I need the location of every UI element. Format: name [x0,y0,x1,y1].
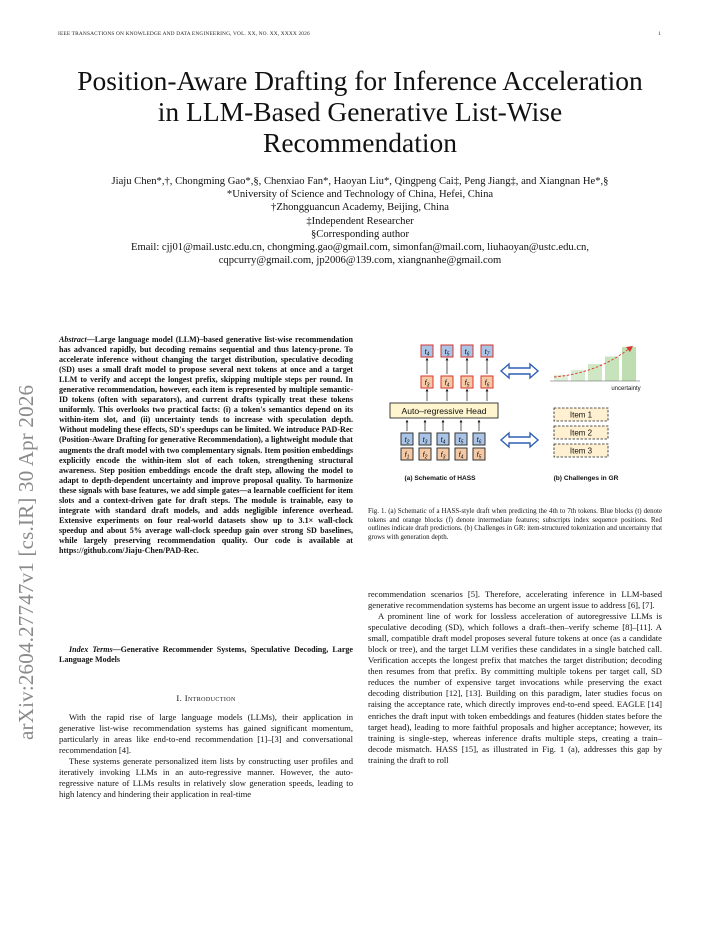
input-feature-f5 [473,448,485,461]
abstract-text: Large language model (LLM)–based generative list-wise recommendation has advanced rapidly, but decoding remains sequential and thus latency-prone. To accelerate inference without changing the target distribution, speculative decoding (SD) uses a small draft model to propose several next tokens at once and a target LLM to verify and accept the longest prefix, skipping multiple steps per round. In generative recommendation, however, each item is represented by multiple semantic-ID tokens (often with separators), and current drafts typically treat these tokens uniformly. This overlooks two practical facts: (i) a token's semantics depend on its within-item slot, and (ii) uncertainty tends to increase with speculation depth. Without modeling these effects, SD's speedups can be limited. We introduce PAD-Rec (Position-Aware Drafting for generative Recommendation), a lightweight module that augments the draft model with two complementary signals. Item position embeddings explicitly encode the within-item slot of each token, strengthening structural awareness. Step position embeddings encode the draft step, allowing the model to adapt to depth-dependent uncertainty and improve proposal quality. To harmonize these signals with base features, we add simple gates—a learnable coefficient for item slots and a context-driven gate for draft steps. The module is trainable, easy to integrate with standard draft models, and adds negligible inference overhead. Extensive experiments on four real-world datasets show up to 3.1× wall-clock speedup and about 5% average wall-clock speedup gain over strong SD baselines, while largely preserving recommendation quality. Our code is available at https://github.com/Jiaju-Chen/PAD-Rec. [59,335,353,555]
item-boxes [554,408,608,457]
section-heading [59,693,353,703]
svg-text:f3: $f_3$ [424,380,430,389]
intro-paragraph-1: With the rapid rise of large language models (LLMs), their application in generative list-wise recommendation systems has gained significant momentum, particularly in areas like end-to-end recommendation [1]–[3] and conversational recommendation [4]. [59,712,353,756]
draft-token-t5 [441,345,453,358]
affiliation-4: §Corresponding author [311,228,409,240]
svg-text:Item 3: Item 3 [569,446,593,456]
item-box-3 [554,444,608,457]
svg-text:f5: $f_5$ [476,452,482,461]
intro-paragraph-2: These systems generate personalized item lists by constructing user profiles and iteratively invoking LLMs in an auto-regressive manner. However, the auto-regressive nature of LLMs results in relatively slow generation speeds, leading to high latency and hindering their application in real-time [59,756,353,800]
double-arrow-bottom [501,433,538,447]
svg-text:f6: $f_6$ [484,380,490,389]
input-token-t2 [401,433,413,446]
draft-token-t7 [481,345,493,358]
affiliation-1: *University of Science and Technology of China, Hefei, China [226,189,494,201]
uncertainty-chart [554,346,636,381]
affiliation-3: ‡Independent Researcher [306,215,414,227]
abstract-label: Abstract [59,335,87,344]
input-feature-f4 [455,448,467,461]
svg-text:t5: $t_5$ [444,349,450,358]
intro-right-paragraph-1: recommendation scenarios [5]. Therefore, accelerating inference in LLM-based generative recommendation systems has become an urgent issue to address [6], [7]. [368,589,662,611]
draft-feature-row [421,376,493,389]
uncertainty-bar [554,375,568,381]
svg-text:f3: $f_3$ [440,452,446,461]
svg-text:f5: $f_5$ [464,380,470,389]
flow-arrows [407,359,487,431]
intro-left-column [59,712,353,800]
draft-feature-f3 [421,376,433,389]
paper-title [0,65,720,158]
abstract: Abstract—Large language model (LLM)–based generative list-wise recommendation has advanced rapidly, but decoding remains sequential and thus latency-prone. To accelerate inference without changing the target distribution, speculative decoding (SD) uses a small draft model to propose several next tokens at once and a target LLM to verify and accept the longest prefix, skipping multiple steps per round. In generative recommendation, however, each item is represented by multiple semantic-ID tokens (often with separators), and current drafts typically treat these tokens uniformly. This overlooks two practical facts: (i) a token's semantics depend on its within-item slot, and (ii) uncertainty tends to increase with speculation depth. Without modeling these effects, SD's speedups can be limited. We introduce PAD-Rec (Position-Aware Drafting for generative Recommendation), a lightweight module that augments the draft model with two complementary signals. Item position embeddings explicitly encode the within-item slot of each token, strengthening structural awareness. Step position embeddings encode the draft step, allowing the model to adapt to depth-dependent uncertainty and improve proposal quality. To harmonize these signals with base features, we add simple gates—a learnable coefficient for item slots and a context-driven gate for draft steps. The module is trainable, easy to integrate with standard draft models, and adds negligible inference overhead. Extensive experiments on four real-world datasets show up to 3.1× wall-clock speedup and about 5% average wall-clock speedup gain over strong SD baselines, while largely preserving recommendation quality. Our code is available at https://github.com/Jiaju-Chen/PAD-Rec. [59,335,353,555]
autoregressive-head-label: Auto–regressive Head [401,406,487,416]
author-block [40,175,680,267]
svg-text:t7: $t_7$ [484,349,490,358]
input-feature-f1 [401,448,413,461]
svg-text:f4: $f_4$ [458,452,464,461]
input-feature-f3 [437,448,449,461]
uncertainty-label: uncertainty [611,386,641,392]
svg-text:t5: $t_5$ [458,437,464,446]
subcaption-a: (a) Schematic of HASS [404,475,476,482]
intro-right-column [368,589,662,766]
draft-feature-f4 [441,376,453,389]
affiliation-2: †Zhongguancun Academy, Beijing, China [271,202,449,214]
journal-header: IEEE TRANSACTIONS ON KNOWLEDGE AND DATA ENGINEERING, VOL. XX, NO. XX, XXXX 2026 [58,31,310,37]
svg-text:t6: $t_6$ [476,437,482,446]
input-feature-f2 [419,448,431,461]
draft-feature-f5 [461,376,473,389]
arxiv-stamp: arXiv:2604.27747v1 [cs.IR] 30 Apr 2026 [14,384,38,740]
svg-text:f2: $f_2$ [422,452,428,461]
item-box-1 [554,408,608,421]
svg-text:Item 1: Item 1 [569,410,593,420]
title-line-3: Recommendation [263,127,457,158]
uncertainty-bar [571,370,585,381]
page-number: 1 [658,31,661,37]
email-line-1: Email: cjj01@mail.ustc.edu.cn, chongming.gao@gmail.com, simonfan@mail.com, liuhaoyan@ustc.edu.cn, [131,242,589,254]
draft-feature-f6 [481,376,493,389]
svg-text:t3: $t_3$ [422,437,428,446]
title-line-2: in LLM-Based Generative List-Wise [157,96,563,127]
subcaption-b: (b) Challenges in GR [553,475,619,482]
svg-text:t4: $t_4$ [424,349,430,358]
input-token-row [401,433,485,446]
section-number: I. [176,693,183,703]
input-feature-row [401,448,485,461]
draft-token-row [421,345,493,358]
svg-text:t4: $t_4$ [440,437,446,446]
draft-token-t6 [461,345,473,358]
figure-1 [368,335,662,490]
uncertainty-bar [588,364,602,381]
double-arrow-top [501,364,538,378]
index-terms: Index Terms—Generative Recommender Systems, Speculative Decoding, Large Language Models [59,645,353,665]
figure-caption: Fig. 1. (a) Schematic of a HASS-style draft when predicting the 4th to 7th tokens. Blue blocks (t) denote tokens and orange blocks (f) denote intermediate features; subscripts index sequence positions. Red outlines indicate draft predictions. (b) Challenges in GR: item-structured tokenization and uncertainty that grows with generation depth. [368,508,662,541]
svg-text:t2: $t_2$ [404,437,410,446]
svg-text:t6: $t_6$ [464,349,470,358]
item-box-2 [554,426,608,439]
input-token-t4 [437,433,449,446]
svg-text:f1: $f_1$ [404,452,410,461]
intro-right-paragraph-2: A prominent line of work for lossless acceleration of autoregressive LLMs is speculative decoding (SD), which follows a draft–then–verify scheme [8]–[11]. A small, compatible draft model proposes several future tokens at once (as a candidate block or tree), and the target LLM verifies these candidates in a single batched call. Verification accepts the longest prefix that matches the target distribution; decoding then resumes from that prefix. By committing multiple tokens per target call, SD reduces the number of expensive target invocations while preserving the exact decoding distribution [12], [13]. Building on this paradigm, later studies focus on raising the acceptance rate, which directly improves end-to-end speed. EAGLE [14] enriches the draft input with token embeddings and features (hidden states before the target head), leading to more faithful proposals and higher acceptance; however, its training is single-step, whereas inference drafts multiple steps, creating a train–decode mismatch. HASS [15], as illustrated in Fig. 1 (a), addresses this gap by training the draft to roll [368,611,662,765]
title-line-1: Position-Aware Drafting for Inference Acceleration [77,65,643,96]
email-line-2: cqpcurry@gmail.com, jp2006@139.com, xiangnanhe@gmail.com [218,255,502,267]
index-terms-text: Generative Recommender Systems, Speculative Decoding, Large Language Models [59,645,353,665]
input-token-t3 [419,433,431,446]
draft-token-t4 [421,345,433,358]
svg-text:Item 2: Item 2 [569,428,593,438]
svg-text:f4: $f_4$ [444,380,450,389]
input-token-t6 [473,433,485,446]
input-token-t5 [455,433,467,446]
index-terms-label: Index Terms [69,645,113,654]
author-names: Jiaju Chen*,†, Chongming Gao*,§, Chenxiao Fan*, Haoyan Liu*, Qingpeng Cai‡, Peng Jiang‡, and Xiangnan He*,§ [111,176,609,187]
section-title: Introduction [184,693,236,703]
